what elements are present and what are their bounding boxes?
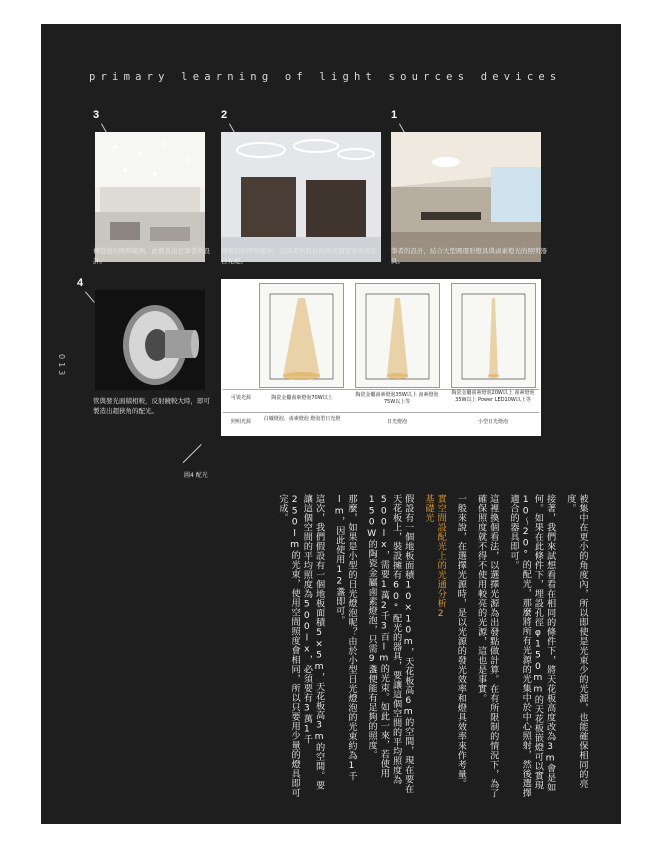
figure-number-2: 2 [221,109,228,121]
photo-hall [391,132,541,262]
paragraph: 被集中在更小的角度內，所以即使是光束少的光源，也能確保相同的亮度。 [564,494,588,789]
diagram-cell-2 [355,283,440,388]
diagram-cell-text: 陶瓷金屬鹵素燈泡20W以上 鹵素燈泡35W以上 Power LED10W以上等 [451,390,535,403]
diagram-divider [223,412,539,413]
diagram-cell-3 [451,283,536,388]
caption-photo-4: 管與發光面積相較，反射鏡較大時，即可製造出超狹角的配光。 [93,397,210,415]
diagram-cell-text: 陶瓷金屬鹵素燈泡35W以上 鹵素燈泡75W以上等 [355,392,439,405]
paragraph: 假設有一個地板面積10×10m，天花板高6m的空間，現在要在天花板上，裝設擁有60°配光的器具，要讓這個空間的平均照度為500lx，需要1萬2千3百lm的光束。如此一來，若使用150W的陶瓷金屬鹵素燈泡，只需9盞便能有足夠的照度。 [366,494,414,794]
diagram-caption: 圖4 配光 [184,472,208,479]
figure-number-4: 4 [77,277,84,289]
leader-line [85,291,95,302]
light-distribution-diagram [221,279,541,436]
diagram-cell-text: 小型日光燈泡 [477,419,508,425]
diagram-row-label-1: 可裝光源 [230,395,251,401]
photo-server-room [221,132,381,262]
caption-photo-2: 裸燈泡的照明範例，以筆者所設計的角度調整零件固定日光燈。 [221,247,377,265]
diagram-cell-text: 白熾燈泡、鹵素燈泡 燈泡型日光燈 [263,416,341,422]
diagram-cell-1 [259,283,344,388]
paragraph: 一般來說，在選擇光源時，是以光源的發光效率和燈具效率來作考量。 [455,494,467,789]
section-subheading: 基礎光 [422,494,434,523]
diagram-cell-text: 日光燈泡 [386,419,407,425]
photo-white-room [95,132,205,262]
page-header: primary learning of light sources devices [89,71,562,83]
page-background [41,24,621,824]
figure-number-3: 3 [93,109,100,121]
diagram-cell-text: 陶瓷金屬鹵素燈泡70W以上 [271,395,333,401]
article-body [88,494,588,799]
paragraph: 這次，我們假設有一個地板面積5×5m，天花板高3m的空間。要讓這個空間的平均照度為500lx，必須要有3萬1千250lm的光束，使用空間照度會相同，所以只要用少量的燈具即可完成。 [276,494,325,798]
leader-line [183,444,202,463]
page-number: 013 [57,354,66,379]
paragraph: 那麼，如果是小型的日光燈泡呢？由於小型日光燈泡的光束約為1千lm，因此使用12盞即可。 [333,494,357,781]
section-heading: 實空間設配光上的光通分析2 [435,494,447,620]
paragraph: 這裡換個看法，以選擇光源為出發點做計算。在有所限制的情況下，為了確保照度就不得不使用較亮的光源，這也是事實。 [475,494,499,798]
figure-number-1: 1 [391,109,398,121]
diagram-row-label-2: 照明光源 [230,419,251,425]
paragraph: 接著，我們來試想看看在相同的條件下，將天花板高度改為3m會是如何。如果在此條件下，埋設孔徑φ150mm的天花板嵌燈可以實現10～20°的配光，那麼將所有光源的光集中於中心照射，然後選擇適合的器具即可。 [507,494,556,798]
caption-photo-1: 筆者的設計，結合大型圓環形燈具與鹵素燈光的照明器具。 [391,247,547,265]
caption-photo-3: 裸燈泡的照明範例，此器具也是筆者所設計。 [93,247,210,265]
photo-reflector [95,290,205,390]
